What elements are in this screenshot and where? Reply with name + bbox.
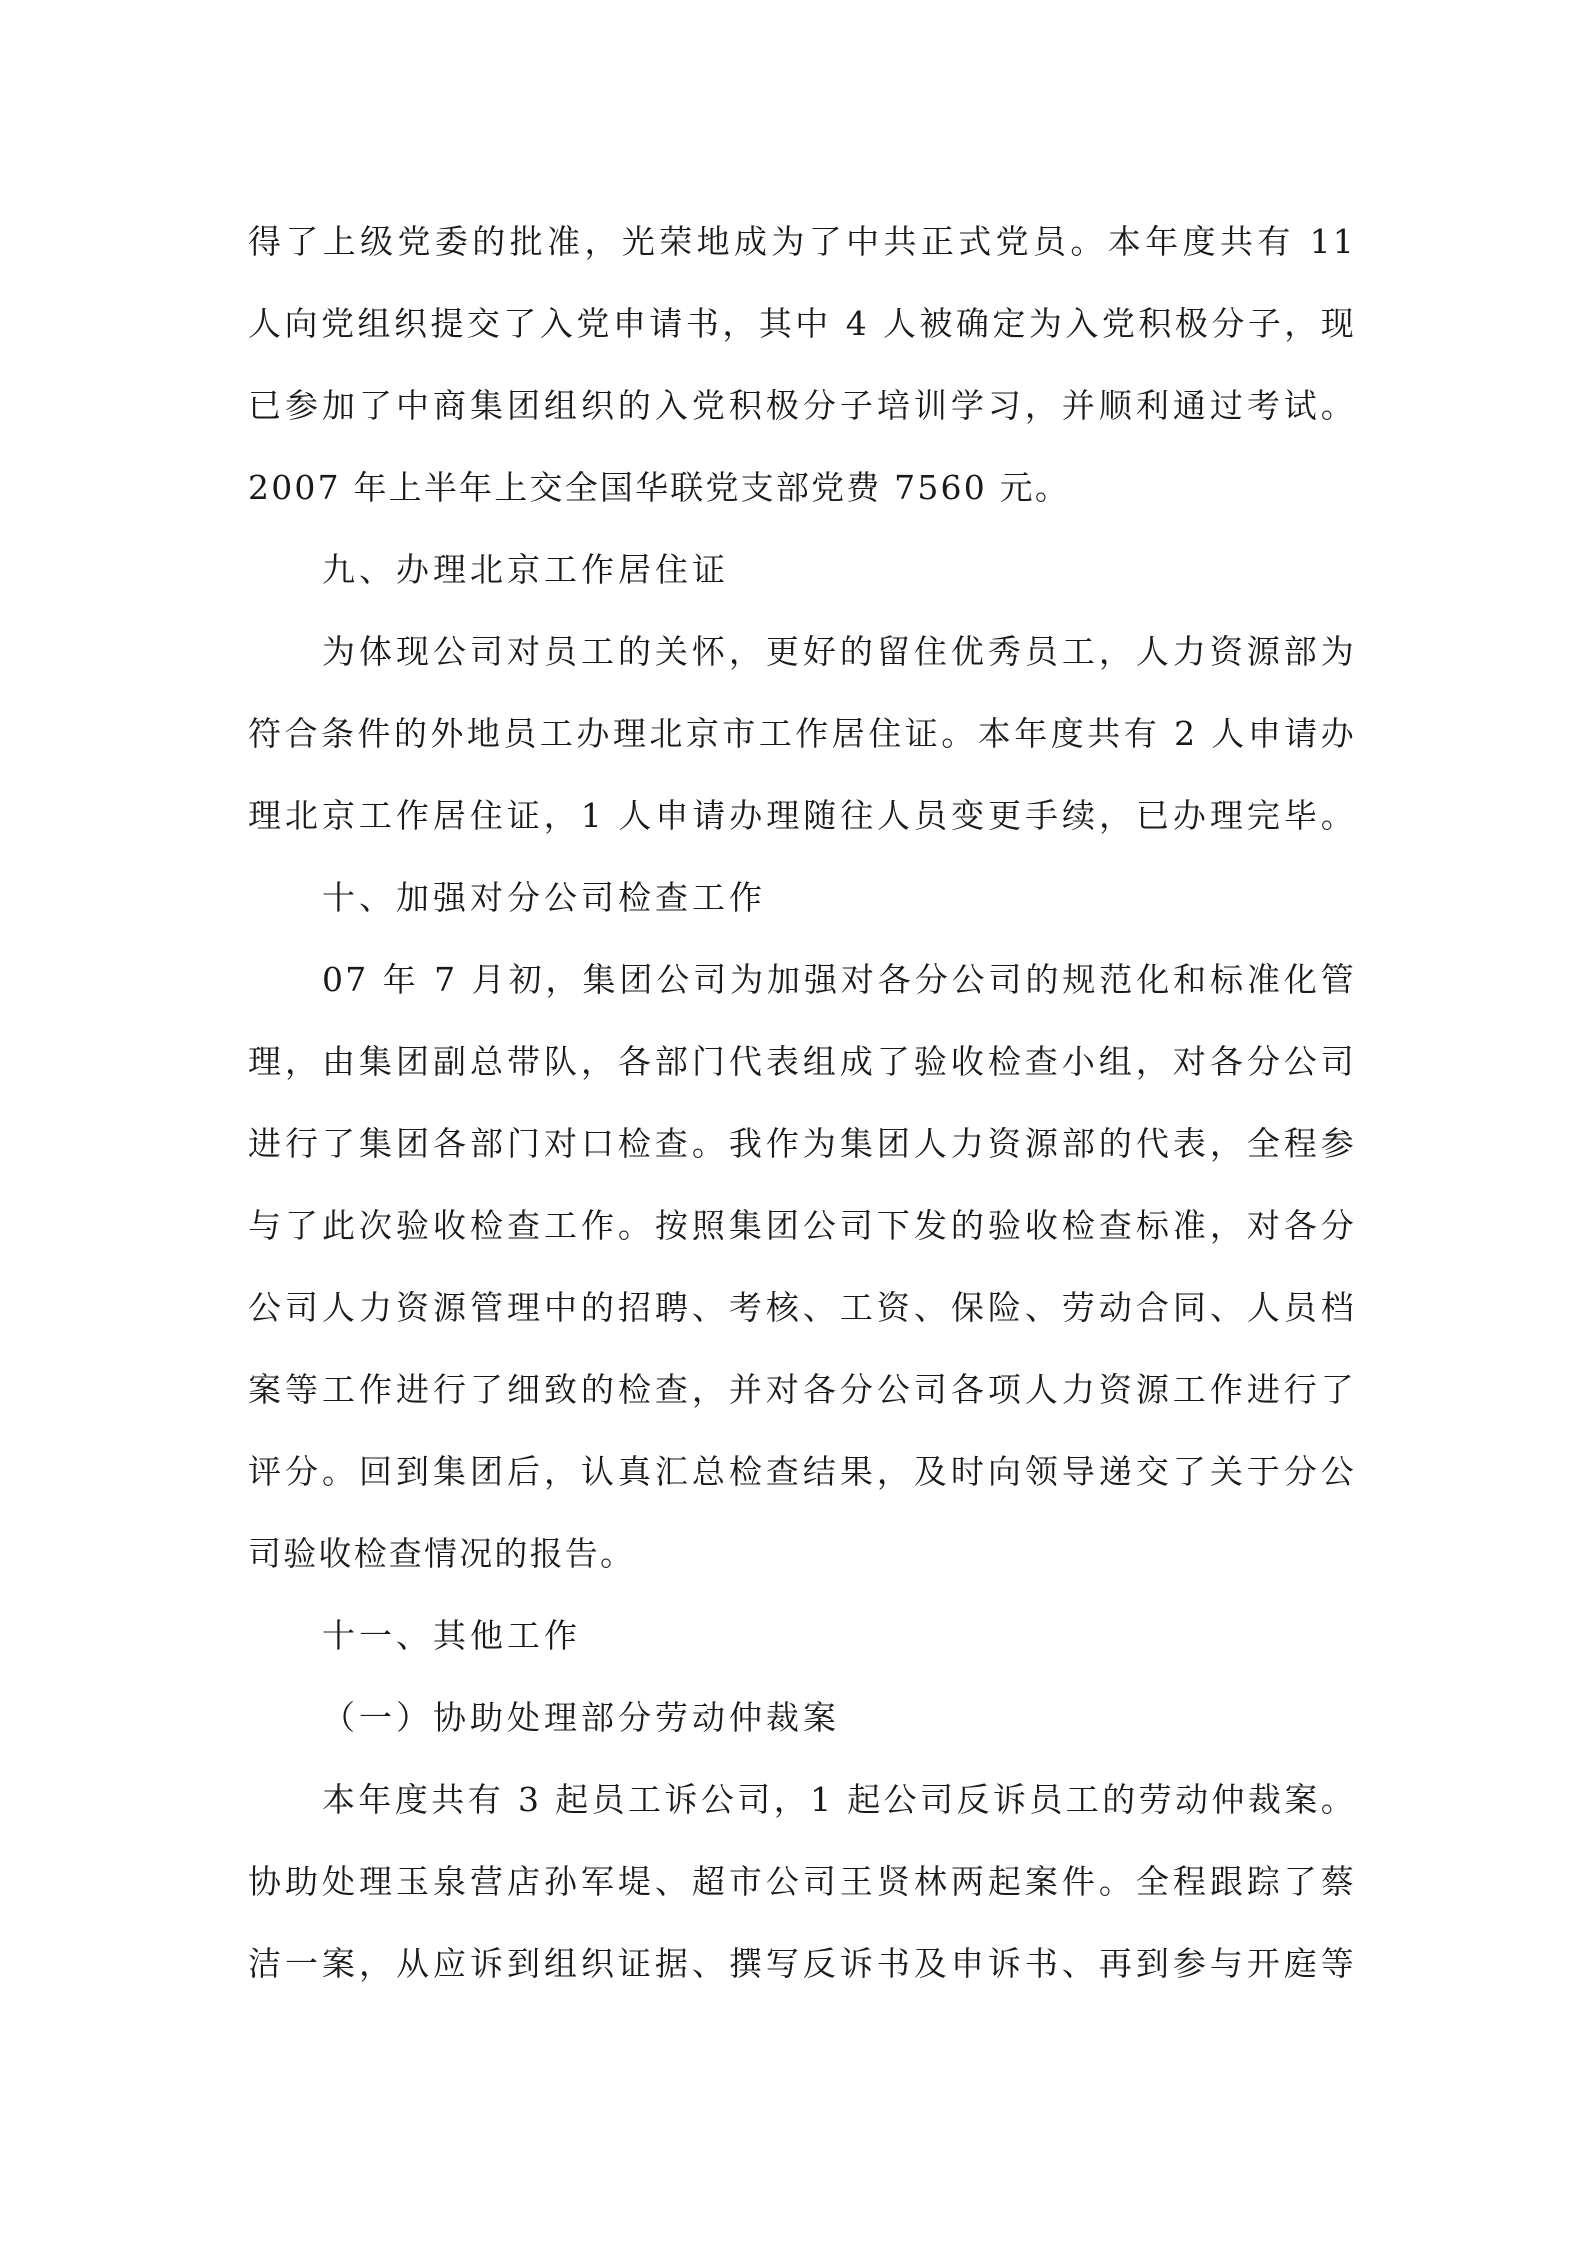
body-line: 司验收检查情况的报告。 <box>248 1534 636 1573</box>
body-line: 2007 年上半年上交全国华联党支部党费 7560 元。 <box>248 468 1071 507</box>
section-heading-10: 十、加强对分公司检查工作 <box>322 878 766 917</box>
body-line: 已参加了中商集团组织的入党积极分子培训学习，并顺利通过考试。 <box>248 386 1356 425</box>
document-body <box>248 212 1356 2016</box>
subsection-heading-1: （一）协助处理部分劳动仲裁案 <box>322 1698 840 1737</box>
body-line: 人向党组织提交了入党申请书，其中 4 人被确定为入党积极分子，现 <box>248 304 1356 343</box>
section-heading-9: 九、办理北京工作居住证 <box>322 550 729 589</box>
body-line: 与了此次验收检查工作。按照集团公司下发的验收检查标准，对各分 <box>248 1206 1356 1245</box>
paragraph-first-line: 本年度共有 3 起员工诉公司，1 起公司反诉员工的劳动仲裁案。 <box>322 1780 1356 1819</box>
body-line: 案等工作进行了细致的检查，并对各分公司各项人力资源工作进行了 <box>248 1370 1356 1409</box>
paragraph-first-line: 为体现公司对员工的关怀，更好的留住优秀员工，人力资源部为 <box>322 632 1356 671</box>
section-heading-11: 十一、其他工作 <box>322 1616 581 1655</box>
body-line: 得了上级党委的批准，光荣地成为了中共正式党员。本年度共有 11 <box>248 222 1356 261</box>
body-line: 理，由集团副总带队，各部门代表组成了验收检查小组，对各分公司 <box>248 1042 1356 1081</box>
body-line: 进行了集团各部门对口检查。我作为集团人力资源部的代表，全程参 <box>248 1124 1356 1163</box>
body-line: 洁一案，从应诉到组织证据、撰写反诉书及申诉书、再到参与开庭等 <box>248 1944 1356 1983</box>
body-line: 符合条件的外地员工办理北京市工作居住证。本年度共有 2 人申请办 <box>248 714 1356 753</box>
body-line: 公司人力资源管理中的招聘、考核、工资、保险、劳动合同、人员档 <box>248 1288 1356 1327</box>
body-line: 协助处理玉泉营店孙军堤、超市公司王贤林两起案件。全程跟踪了蔡 <box>248 1862 1356 1901</box>
paragraph-first-line: 07 年 7 月初，集团公司为加强对各分公司的规范化和标准化管 <box>322 960 1356 999</box>
body-line: 评分。回到集团后，认真汇总检查结果，及时向领导递交了关于分公 <box>248 1452 1356 1491</box>
body-line: 理北京工作居住证，1 人申请办理随往人员变更手续，已办理完毕。 <box>248 796 1356 835</box>
